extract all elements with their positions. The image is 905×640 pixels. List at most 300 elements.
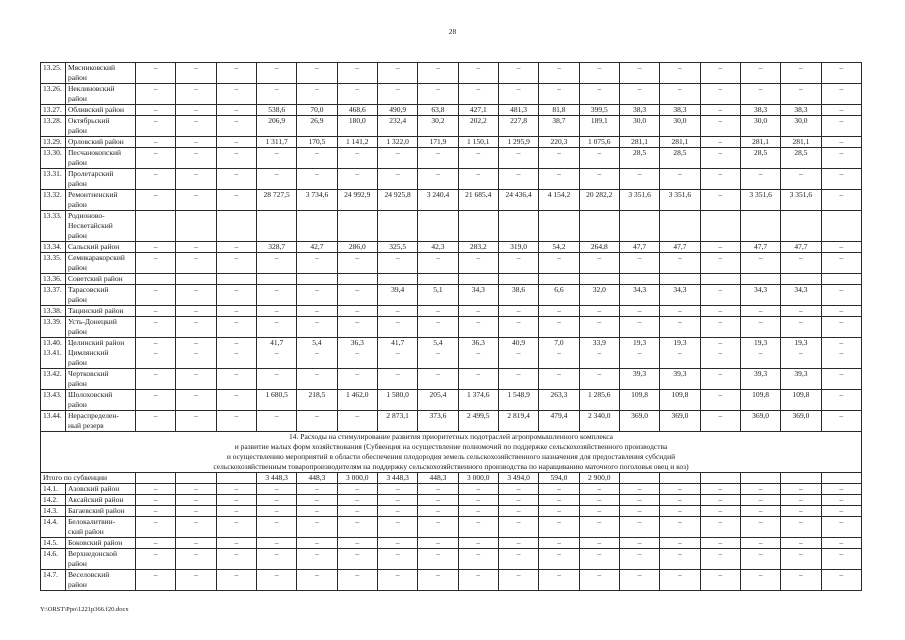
value-cell: – [176,484,216,495]
value-cell: – [136,369,176,390]
row-number: 13.42. [41,369,66,390]
district-name: Веселовский район [66,570,136,591]
value-cell: – [297,84,337,105]
value-cell: 30,2 [418,116,458,137]
value-cell: – [216,169,256,190]
table-row [41,506,862,517]
value-cell: – [619,169,659,190]
value-line: 41,7 [391,338,405,347]
value-cell: – [337,306,377,317]
value-cell: – [821,190,861,211]
value-cell [297,211,337,242]
value-cell: – [256,285,296,306]
value-line: 19,3 [633,338,647,347]
row-number: 13.27. [41,105,66,116]
row-number: 13.37. [41,285,66,306]
value-cell: – [498,306,538,317]
value-cell: – [539,306,579,317]
value-line: – [718,348,723,357]
value-cell: – [377,63,417,84]
district-name: Советский район [66,274,136,285]
value-cell: – [176,495,216,506]
value-cell: – [216,411,256,432]
value-cell: – [176,253,216,274]
row-number: 13.31. [41,169,66,190]
value-cell: – [700,495,740,506]
value-cell: – [377,538,417,549]
value-cell: – [821,148,861,169]
value-cell: 264,8 [579,242,619,253]
table-row [41,84,862,105]
district-name: Тацинский район [66,306,136,317]
value-cell: – [579,549,619,570]
value-line: – [476,348,481,357]
value-cell [176,473,216,484]
value-cell: – [216,105,256,116]
value-cell: – [539,148,579,169]
value-cell: 170,5 [297,137,337,148]
value-cell: – [216,390,256,411]
value-cell: 1 141,2 [337,137,377,148]
row-number: 13.30. [41,148,66,169]
value-cell [256,274,296,285]
value-cell: – [660,63,700,84]
row-number: 14.4. [41,517,66,538]
value-cell: – [781,169,821,190]
value-cell: – [216,116,256,137]
table-row [41,148,862,169]
table-row [41,570,862,591]
value-cell: – [619,484,659,495]
value-line: – [839,338,844,347]
value-cell: – [498,517,538,538]
value-cell: – [458,538,498,549]
value-cell: – [176,169,216,190]
value-cell: 39,4 [377,285,417,306]
value-cell: – [619,506,659,517]
value-cell: – [700,105,740,116]
value-cell: – [136,570,176,591]
district-name: Сальский район [66,242,136,253]
value-cell: – [256,169,296,190]
value-cell: – [297,369,337,390]
value-cell: – [136,169,176,190]
table-row [41,137,862,148]
value-cell: – [619,63,659,84]
value-cell: – [216,570,256,591]
value-cell: – [821,538,861,549]
value-cell [498,274,538,285]
row-number: 13.33. [41,211,66,242]
row-number: 13.36. [41,274,66,285]
value-cell: – [458,306,498,317]
value-cell: – [700,253,740,274]
value-cell: – [660,506,700,517]
value-cell: 2 819,4 [498,411,538,432]
value-line: 5,4 [312,338,322,347]
value-cell: – [498,538,538,549]
value-cell: 109,8 [619,390,659,411]
value-cell [216,211,256,242]
value-cell [176,274,216,285]
value-cell: – [498,484,538,495]
value-cell: – [337,538,377,549]
value-cell: – [821,116,861,137]
value-cell: – [660,517,700,538]
value-cell: – [216,317,256,338]
value-cell: – [458,369,498,390]
value-cell: 3 734,6 [297,190,337,211]
value-cell: – [700,63,740,84]
row-number: 13.34. [41,242,66,253]
value-line: – [315,348,319,357]
value-cell: – [176,570,216,591]
district-name: Багаевский район [66,506,136,517]
value-cell: – [740,538,780,549]
value-cell: – [176,517,216,538]
value-cell: – [579,253,619,274]
row-number: 13.39. [41,317,66,338]
value-cell: – [337,506,377,517]
value-cell: 81,8 [539,105,579,116]
value-cell: – [176,105,216,116]
district-name: Обливский район [66,105,136,116]
value-cell: 70,0 [297,105,337,116]
value-cell: 34,3 [458,285,498,306]
value-cell [539,338,579,369]
value-cell: – [498,169,538,190]
table-row [41,63,862,84]
value-cell: – [176,506,216,517]
value-cell: 448,3 [297,473,337,484]
value-line: – [758,348,763,357]
value-cell: 180,0 [337,116,377,137]
district-name: Азовский район [66,484,136,495]
value-cell: – [337,317,377,338]
value-cell: – [700,538,740,549]
value-line: – [799,348,803,357]
value-cell: – [337,495,377,506]
value-cell: 319,0 [498,242,538,253]
value-cell: – [458,148,498,169]
value-cell: – [297,253,337,274]
district-name: Боковский район [66,538,136,549]
value-cell: – [498,317,538,338]
value-cell: – [700,549,740,570]
value-cell: 30,0 [660,116,700,137]
value-cell: 427,1 [458,105,498,116]
value-cell: – [176,116,216,137]
value-cell: 24 992,9 [337,190,377,211]
value-cell: 38,3 [740,105,780,116]
value-cell: – [498,84,538,105]
value-cell: – [579,517,619,538]
value-line: 7,0 [554,338,564,347]
value-cell: – [418,84,458,105]
value-line: 36,3 [471,338,485,347]
row-number: 14.1. [41,484,66,495]
value-cell: – [539,506,579,517]
value-cell: – [740,517,780,538]
total-row [41,473,862,484]
value-cell: – [176,190,216,211]
value-line: 41,7 [270,338,284,347]
value-cell: – [781,484,821,495]
value-cell: – [216,306,256,317]
value-cell: – [418,169,458,190]
value-cell: 369,0 [740,411,780,432]
table-row [41,306,862,317]
value-cell [297,338,337,369]
value-cell [337,211,377,242]
value-line: – [274,348,279,357]
value-cell: 490,9 [377,105,417,116]
value-cell [216,274,256,285]
value-cell: 328,7 [256,242,296,253]
value-cell: – [176,285,216,306]
value-cell: 34,3 [740,285,780,306]
value-cell: 171,9 [418,137,458,148]
value-cell: – [256,484,296,495]
value-cell: – [297,517,337,538]
value-cell [740,338,780,369]
value-cell: – [256,253,296,274]
district-name: Нераспределен- ный резерв [66,411,136,432]
row-number: 13.28. [41,116,66,137]
value-cell: 399,5 [579,105,619,116]
value-cell: – [136,148,176,169]
value-cell: – [700,285,740,306]
value-cell [136,338,176,369]
value-cell: – [337,369,377,390]
value-cell: – [216,242,256,253]
row-number: 13.43. [41,390,66,411]
value-cell: – [700,369,740,390]
value-cell: – [216,549,256,570]
value-cell: – [579,538,619,549]
value-cell: – [539,253,579,274]
value-cell: 205,4 [418,390,458,411]
value-cell: – [256,549,296,570]
table-row [41,484,862,495]
value-cell: – [821,105,861,116]
value-cell: – [297,484,337,495]
value-line: 5,4 [433,338,443,347]
value-cell: 448,3 [418,473,458,484]
table-row [41,369,862,390]
value-cell: – [821,63,861,84]
value-line: – [355,348,360,357]
value-cell: – [377,317,417,338]
value-cell: 6,6 [539,285,579,306]
value-cell: – [297,570,337,591]
value-cell: – [256,84,296,105]
value-cell: 218,5 [297,390,337,411]
value-cell: – [377,369,417,390]
value-cell: – [539,517,579,538]
value-cell [377,274,417,285]
value-cell: – [377,84,417,105]
value-cell: – [740,484,780,495]
value-cell: – [498,570,538,591]
value-cell: 1 680,5 [256,390,296,411]
value-cell: 47,7 [660,242,700,253]
value-cell: – [781,506,821,517]
value-cell: – [700,517,740,538]
value-cell: – [337,411,377,432]
table-row [41,169,862,190]
section-header: 14. Расходы на стимулирование развития приоритетных подотраслей агропромышленного комплекса и развитие малых форм хозяйствования (Субвенция на осуществление полномочий по поддержке сельскохозяйственного производства и осуществлению мероприятий в области обеспечения плодородия земель сельскохозяйственного назначения для предоставления субсидий сельскохозяйственным товаропроизводителям на поддержку сельскохозяйственного производства по наращиванию маточного поголовья овец и коз) [41,432,862,473]
value-cell: – [297,169,337,190]
value-cell: – [136,137,176,148]
table-row [41,105,862,116]
row-number: 13.29. [41,137,66,148]
value-line: – [839,348,844,357]
value-cell: – [700,137,740,148]
value-cell: – [136,390,176,411]
value-cell [377,338,417,369]
value-cell [660,338,700,369]
value-cell: – [337,517,377,538]
value-cell: 20 282,2 [579,190,619,211]
value-cell: – [136,253,176,274]
value-cell: – [539,549,579,570]
value-cell: – [781,317,821,338]
value-cell: – [216,190,256,211]
value-cell: – [660,495,700,506]
value-line: 36,3 [350,338,364,347]
value-cell: 227,8 [498,116,538,137]
value-cell: – [216,253,256,274]
value-cell: – [539,484,579,495]
district-name: Мясниковский район [66,63,136,84]
value-cell: – [700,242,740,253]
value-cell: – [377,549,417,570]
value-cell: – [377,506,417,517]
value-cell [176,338,216,369]
value-cell: 1 462,0 [337,390,377,411]
value-cell: – [579,63,619,84]
value-cell [821,473,861,484]
value-cell: – [821,84,861,105]
value-cell: 2 499,5 [458,411,498,432]
value-cell: 4 154,2 [539,190,579,211]
table-row [41,190,862,211]
value-cell: – [700,317,740,338]
value-cell: – [700,116,740,137]
value-cell: – [579,484,619,495]
value-cell [660,473,700,484]
value-cell: – [136,242,176,253]
value-cell: – [781,63,821,84]
section-header-row [41,432,862,473]
value-cell: 3 000,0 [337,473,377,484]
value-line: – [678,348,682,357]
value-cell: – [176,63,216,84]
value-line: – [597,348,602,357]
value-cell: – [539,84,579,105]
value-cell: – [377,148,417,169]
value-cell [700,473,740,484]
value-cell: – [539,570,579,591]
value-cell: – [377,169,417,190]
value-cell [579,211,619,242]
value-cell: 3 494,0 [498,473,538,484]
value-cell: – [781,570,821,591]
value-cell: – [337,484,377,495]
value-cell: – [256,570,296,591]
value-cell: – [740,506,780,517]
table-row [41,242,862,253]
value-cell: – [579,169,619,190]
value-cell: – [136,105,176,116]
value-cell: – [216,517,256,538]
value-cell: – [700,169,740,190]
district-name: Аксайский район [66,495,136,506]
value-cell [579,338,619,369]
value-cell: – [136,517,176,538]
value-cell: – [498,148,538,169]
value-cell: 232,4 [377,116,417,137]
value-cell: 369,0 [619,411,659,432]
value-cell: – [337,570,377,591]
value-cell: – [297,495,337,506]
value-cell: – [619,84,659,105]
value-cell: 30,0 [781,116,821,137]
value-cell: – [619,549,659,570]
value-cell: – [136,84,176,105]
value-cell: – [821,549,861,570]
value-cell: 1 075,6 [579,137,619,148]
value-cell [539,211,579,242]
value-cell: – [660,169,700,190]
table-row [41,116,862,137]
value-cell: – [660,317,700,338]
value-cell [458,274,498,285]
value-cell: 38,6 [498,285,538,306]
value-cell: – [418,253,458,274]
value-cell: – [700,190,740,211]
value-cell: – [498,549,538,570]
value-cell: – [700,506,740,517]
value-line: 19,3 [754,338,768,347]
value-cell: – [579,84,619,105]
value-cell: 38,3 [660,105,700,116]
table-row [41,338,862,369]
value-cell: – [740,317,780,338]
value-cell: 109,8 [660,390,700,411]
value-line: 19,3 [673,338,687,347]
district-name: Ремонтненский район [66,190,136,211]
value-cell: – [297,538,337,549]
district-name: Усть-Донецкий район [66,317,136,338]
value-cell: – [136,317,176,338]
value-cell: – [216,63,256,84]
value-cell: – [216,84,256,105]
value-cell: – [539,538,579,549]
value-cell: – [136,538,176,549]
value-cell [297,274,337,285]
value-cell [176,211,216,242]
value-cell: – [176,411,216,432]
value-cell [136,211,176,242]
row-number: 13.40. 13.41. [41,338,66,369]
value-cell: 1 150,1 [458,137,498,148]
value-cell: 3 000,0 [458,473,498,484]
table-row [41,549,862,570]
value-cell: – [781,253,821,274]
value-cell: – [579,506,619,517]
